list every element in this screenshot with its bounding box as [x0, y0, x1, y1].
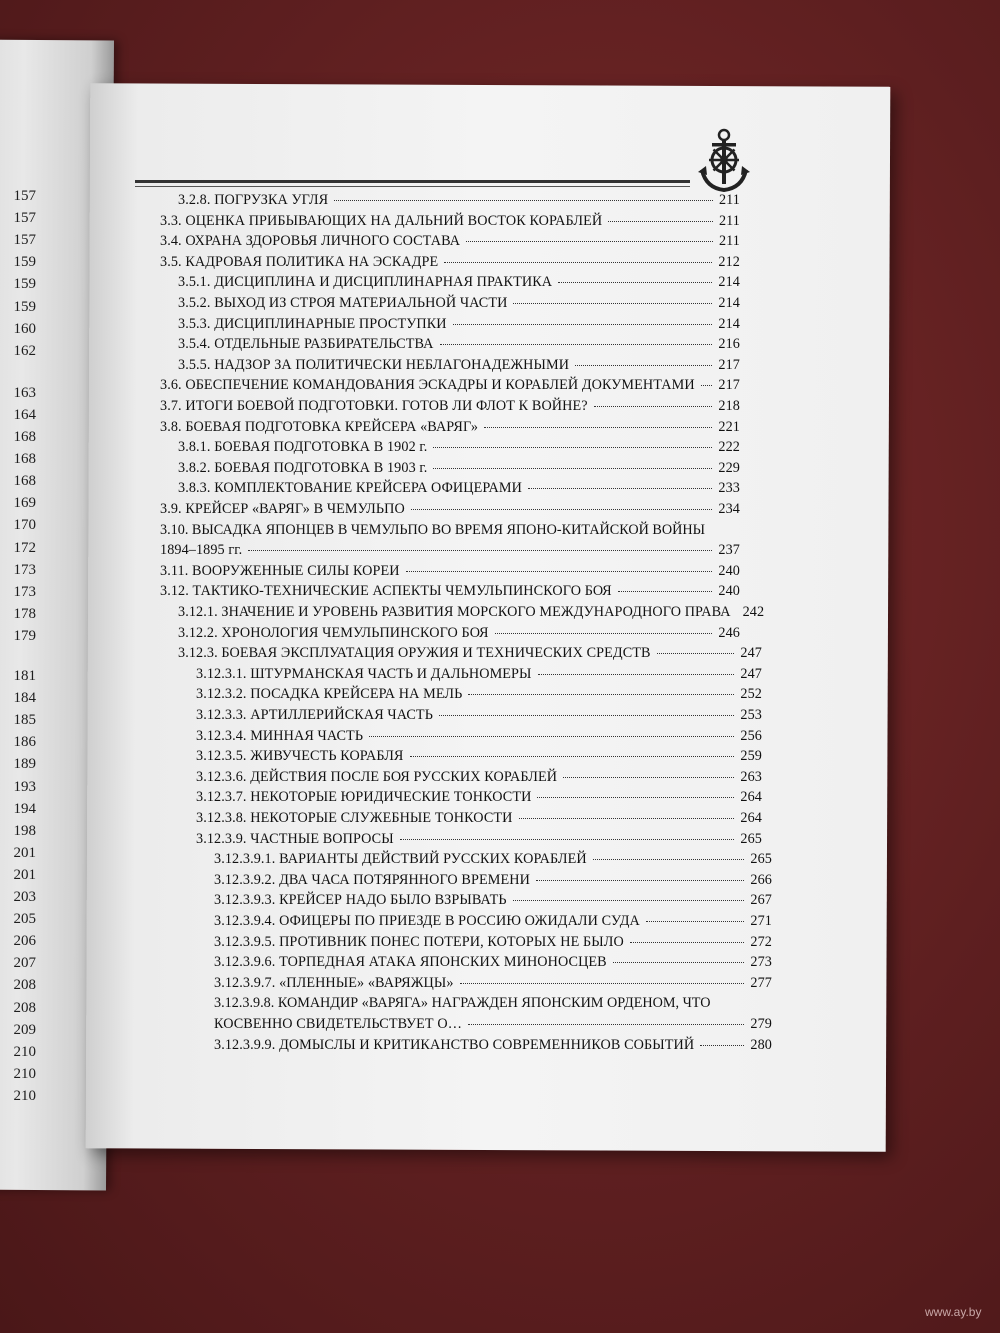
toc-entry	[160, 563, 740, 580]
toc-entry-title-text: НЕКОТОРЫЕ ЮРИДИЧЕСКИЕ ТОНКОСТИ	[250, 789, 532, 806]
toc-entry-title	[160, 419, 478, 436]
toc-entry	[214, 975, 772, 992]
toc-entry-title	[178, 316, 447, 333]
dot-leader	[701, 385, 713, 386]
toc-entry-title	[160, 398, 588, 415]
toc-entry-number: 3.12.3.9.	[196, 830, 247, 847]
dot-leader	[248, 550, 712, 551]
toc-page-number: 214	[718, 274, 740, 291]
left-page-number: 163	[13, 384, 36, 401]
toc-page-number: 214	[718, 295, 740, 311]
toc-entry-title-text: ШТУРМАНСКАЯ ЧАСТЬ И ДАЛЬНОМЕРЫ	[250, 665, 532, 682]
toc-entry-title	[196, 707, 433, 724]
toc-entry-title-text: БОЕВАЯ ЭКСПЛУАТАЦИЯ ОРУЖИЯ И ТЕХНИЧЕСКИХ СРЕДСТВ	[221, 645, 651, 662]
toc-entry	[178, 295, 740, 312]
toc-entry	[214, 851, 772, 868]
dot-leader	[369, 736, 734, 737]
toc-page-number: 265	[750, 851, 772, 868]
left-page-number: 194	[13, 800, 36, 817]
toc-entry	[214, 892, 772, 909]
toc-entry-title-text: ТАКТИКО-ТЕХНИЧЕСКИЕ АСПЕКТЫ ЧЕМУЛЬПИНСКОГО БОЯ	[192, 583, 612, 600]
toc-entry-title-text: ОБЕСПЕЧЕНИЕ КОМАНДОВАНИЯ ЭСКАДРЫ И КОРАБЛЕЙ ДОКУМЕНТАМИ	[185, 377, 695, 394]
toc-entry-title-text: ВАРИАНТЫ ДЕЙСТВИЙ РУССКИХ КОРАБЛЕЙ	[279, 851, 587, 868]
left-page-number: 209	[13, 1021, 36, 1038]
toc-page-number: 216	[718, 336, 740, 353]
toc-entry	[160, 501, 740, 518]
toc-page-number: 267	[750, 892, 772, 909]
toc-entry-number: 3.12.3.5.	[196, 748, 247, 765]
toc-entry-title-text: АРТИЛЛЕРИЙСКАЯ ЧАСТЬ	[250, 707, 433, 723]
toc-entry-title-text: ПОГРУЗКА УГЛЯ	[214, 192, 329, 208]
toc-entry	[178, 460, 740, 477]
toc-entry-title	[178, 336, 434, 353]
toc-page-number: 211	[718, 212, 740, 229]
toc-entry	[196, 686, 762, 703]
toc-entry-number: 3.5.2.	[178, 295, 211, 311]
toc-entry-title	[160, 522, 705, 539]
toc-entry-title	[214, 995, 711, 1012]
watermark: www.ay.by	[925, 1305, 982, 1319]
toc-entry-title-text: ПРОТИВНИК ПОНЕС ПОТЕРИ, КОТОРЫХ НЕ БЫЛО	[279, 933, 624, 950]
toc-entry-title-text: КАДРОВАЯ ПОЛИТИКА НА ЭСКАДРЕ	[185, 253, 439, 270]
dot-leader	[519, 818, 735, 819]
dot-leader	[630, 942, 745, 943]
toc-entry-number: 3.3.	[160, 212, 182, 229]
left-page-number: 210	[13, 1065, 36, 1082]
left-page-number: 157	[13, 210, 36, 227]
toc-entry-title	[196, 810, 513, 827]
toc-entry	[160, 233, 740, 250]
dot-leader	[608, 221, 713, 222]
toc-entry	[214, 934, 772, 951]
toc-entry-number: 3.12.3.9.7.	[214, 974, 276, 991]
toc-entry	[178, 645, 762, 662]
toc-entry-title	[214, 872, 530, 889]
toc-page-number: 233	[718, 480, 740, 497]
toc-entry-title-text: МИННАЯ ЧАСТЬ	[250, 727, 364, 744]
toc-entry-number: 3.12.3.	[178, 645, 218, 662]
toc-entry-title	[196, 789, 531, 806]
toc-entry-number: 3.10.	[160, 521, 192, 538]
left-page-number: 207	[13, 955, 36, 972]
toc-entry-title-text: КОМАНДИР «ВАРЯГА» НАГРАЖДЕН ЯПОНСКИМ ОРДЕНОМ, ЧТО	[277, 995, 711, 1012]
toc-entry	[178, 192, 740, 209]
dot-leader	[400, 839, 735, 840]
toc-page-number: 279	[750, 1016, 772, 1032]
toc-entry-title	[160, 583, 612, 600]
toc-entry-title-text: ОФИЦЕРЫ ПО ПРИЕЗДЕ В РОССИЮ ОЖИДАЛИ СУДА	[279, 913, 640, 929]
toc-entry-title	[160, 563, 400, 580]
toc-entry-number: 3.12.3.1.	[196, 665, 247, 682]
dot-leader	[528, 488, 712, 489]
left-page-number: 159	[13, 276, 36, 293]
toc-page-number: 280	[750, 1036, 772, 1053]
toc-page-number: 264	[740, 789, 762, 806]
toc-entry	[196, 789, 762, 806]
dot-leader	[466, 241, 713, 242]
toc-entry-number: 3.12.3.9.6.	[214, 954, 276, 971]
toc-entry-title	[214, 1037, 694, 1054]
toc-entry-title-text: КРЕЙСЕР «ВАРЯГ» В ЧЕМУЛЬПО	[185, 501, 405, 517]
left-page-number: 206	[13, 933, 36, 950]
left-page-number: 210	[13, 1043, 36, 1060]
toc-page-number: 247	[740, 645, 762, 662]
toc-entry-number: 3.12.3.3.	[196, 707, 247, 723]
left-page-number: 208	[13, 977, 36, 994]
toc-entry-title-text: БОЕВАЯ ПОДГОТОВКА В 1902 г.	[214, 439, 428, 456]
left-page-number: 164	[13, 406, 36, 423]
toc-page-number: 259	[740, 748, 762, 765]
toc-entry-number: 3.5.3.	[178, 315, 211, 332]
toc-entry-title-text: БОЕВАЯ ПОДГОТОВКА КРЕЙСЕРА «ВАРЯГ»	[185, 418, 479, 435]
dot-leader	[495, 633, 713, 634]
toc-page-number: 217	[718, 356, 740, 373]
dot-leader	[334, 200, 713, 201]
toc-entry-number: 3.8.	[160, 418, 182, 435]
toc-entry-number: 3.12.3.7.	[196, 789, 247, 806]
toc-page-number: 240	[718, 583, 740, 600]
toc-entry-title	[178, 480, 522, 497]
dot-leader	[410, 756, 735, 757]
toc-page-number: 217	[718, 377, 740, 394]
toc-entry-title	[214, 892, 507, 909]
dot-leader	[594, 406, 713, 407]
left-page-number: 186	[13, 734, 36, 751]
dot-leader	[700, 1045, 744, 1046]
toc-entry	[196, 769, 762, 786]
toc-entry-title	[196, 748, 404, 765]
dot-leader	[613, 962, 745, 963]
toc-entry-title-text: ВЫХОД ИЗ СТРОЯ МАТЕРИАЛЬНОЙ ЧАСТИ	[214, 295, 508, 311]
toc-entry-title-text: ЧАСТНЫЕ ВОПРОСЫ	[250, 830, 394, 847]
dot-leader	[538, 674, 735, 675]
toc-page-number: 211	[718, 192, 740, 208]
toc-entry-number: 3.5.1.	[178, 274, 211, 291]
toc-entry-number: 3.12.	[160, 583, 189, 600]
dot-leader	[440, 344, 713, 345]
toc-page-number: 273	[750, 954, 772, 971]
toc-entry-title	[160, 213, 602, 230]
toc-entry-number: 3.5.4.	[178, 336, 211, 353]
left-page-number: 181	[13, 668, 36, 684]
dot-leader	[593, 859, 745, 860]
toc-entry-title	[214, 975, 454, 992]
toc-entry-title-text: ДВА ЧАСА ПОТЯРЯННОГО ВРЕМЕНИ	[279, 871, 530, 888]
toc-entry-number: 3.12.3.9.5.	[214, 933, 276, 950]
toc-entry-title	[196, 728, 363, 745]
toc-entry-number: 3.12.3.9.8.	[214, 995, 278, 1012]
toc-entry-number: 3.9.	[160, 501, 182, 517]
toc-entry	[178, 625, 740, 642]
toc-entry-number: 3.12.3.9.4.	[214, 913, 276, 929]
dot-leader	[563, 777, 734, 778]
toc-entry-number: 3.11.	[160, 562, 189, 579]
toc-entry-number: 3.12.3.9.9.	[214, 1036, 276, 1053]
toc-entry-number: 3.6.	[160, 377, 182, 394]
toc-page-number: 229	[718, 459, 740, 476]
toc-entry-title-text: БОЕВАЯ ПОДГОТОВКА В 1903 г.	[214, 459, 428, 476]
left-page-number: 157	[13, 232, 36, 249]
toc-entry	[196, 728, 762, 745]
toc-page-number: 222	[718, 439, 740, 456]
toc-page-number: 247	[740, 665, 762, 682]
toc-page-number: 211	[718, 233, 740, 250]
left-page-number: 172	[13, 539, 36, 556]
toc-entry-title	[196, 831, 394, 848]
left-page-number: 193	[13, 778, 36, 795]
toc-entry-title	[178, 274, 552, 291]
toc-entry-title-text: НЕКОТОРЫЕ СЛУЖЕБНЫЕ ТОНКОСТИ	[250, 810, 513, 826]
toc-entry-number: 3.12.3.9.2.	[214, 871, 276, 888]
toc-entry	[178, 336, 740, 353]
toc-entry-title-text: КОМПЛЕКТОВАНИЕ КРЕЙСЕРА ОФИЦЕРАМИ	[214, 480, 522, 497]
toc-entry	[178, 316, 740, 333]
left-page-number: 168	[13, 429, 36, 445]
dot-leader	[618, 591, 713, 592]
dot-leader	[468, 1024, 744, 1025]
toc-page-number: 240	[718, 562, 740, 579]
toc-entry	[214, 913, 772, 930]
toc-entry-number: 3.2.8.	[178, 192, 211, 208]
toc-entry-title-text: ДИСЦИПЛИНАРНЫЕ ПРОСТУПКИ	[214, 315, 447, 332]
toc-entry	[160, 419, 740, 436]
left-page-number: 173	[13, 583, 36, 600]
dot-leader	[411, 509, 713, 510]
toc-entry-title	[178, 460, 427, 477]
left-page-number: 189	[13, 756, 36, 773]
toc-entry-number: 3.12.3.2.	[196, 686, 247, 703]
left-page-number: 205	[13, 911, 36, 928]
dot-leader	[558, 282, 712, 283]
toc-page-number: 246	[718, 624, 740, 641]
toc-page-number: 212	[718, 253, 740, 270]
toc-entry	[214, 954, 772, 971]
toc-entry-title-text: ПОСАДКА КРЕЙСЕРА НА МЕЛЬ	[250, 686, 463, 703]
left-page-number: 169	[13, 495, 36, 512]
toc-entry	[178, 357, 740, 374]
toc-entry-number: 3.4.	[160, 233, 182, 250]
toc-entry	[178, 439, 740, 456]
toc-entry	[214, 1037, 772, 1054]
toc-entry-title-text: ОЦЕНКА ПРИБЫВАЮЩИХ НА ДАЛЬНИЙ ВОСТОК КОРАБЛЕЙ	[185, 212, 603, 229]
toc-entry-title	[160, 233, 460, 250]
toc-entry-number: 3.8.3.	[178, 480, 211, 497]
toc-entry-title-text: ХРОНОЛОГИЯ ЧЕМУЛЬПИНСКОГО БОЯ	[221, 624, 489, 641]
toc-entry-number: 3.5.	[160, 253, 182, 270]
toc-entry-number: 3.8.2.	[178, 459, 211, 476]
toc-page-number: 266	[750, 871, 772, 888]
dot-leader	[406, 571, 713, 572]
toc-page-number: 221	[718, 418, 740, 435]
toc-entry	[178, 480, 740, 497]
toc-entry-title	[178, 439, 427, 456]
toc-entry-title-text: ДОМЫСЛЫ И КРИТИКАНСТВО СОВРЕМЕННИКОВ СОБЫТИЙ	[279, 1036, 695, 1053]
dot-leader	[513, 303, 712, 304]
toc-entry-title	[196, 769, 557, 786]
toc-entry	[196, 707, 762, 724]
toc-entry-title	[214, 851, 587, 868]
left-page-number: 203	[13, 889, 36, 905]
left-page-number: 159	[13, 298, 36, 315]
toc-entry-title	[196, 666, 532, 683]
dot-leader	[513, 900, 745, 901]
dot-leader	[484, 427, 712, 428]
toc-entry-title-text: КРЕЙСЕР НАДО БЫЛО ВЗРЫВАТЬ	[279, 892, 507, 909]
dot-leader	[439, 715, 734, 716]
toc-entry-title-text: «ПЛЕННЫЕ» «ВАРЯЖЦЫ»	[279, 974, 454, 991]
toc-entry-continuation: КОСВЕННО СВИДЕТЕЛЬСТВУЕТ О…	[214, 1016, 462, 1032]
toc-entry-number: 3.7.	[160, 398, 182, 414]
dot-leader	[453, 324, 713, 325]
left-page-number: 178	[13, 605, 36, 622]
toc-entry-title	[178, 625, 489, 642]
dot-leader	[433, 447, 712, 448]
toc-page-number: 277	[750, 974, 772, 991]
toc-page-number: 265	[740, 830, 762, 847]
toc-entry-title	[214, 934, 624, 951]
left-page-number: 179	[13, 627, 36, 644]
toc-entry-title	[178, 357, 569, 374]
dot-leader	[537, 797, 734, 798]
left-page-number: 159	[13, 254, 36, 271]
dot-leader	[433, 468, 712, 469]
dot-leader	[460, 983, 745, 984]
toc-page-number: 234	[718, 501, 740, 517]
toc-entry-number: 3.12.1.	[178, 604, 218, 620]
toc-entry	[214, 1016, 772, 1033]
left-page-number: 168	[13, 473, 36, 490]
dot-leader	[575, 365, 712, 366]
toc-entry-title-text: ДЕЙСТВИЯ ПОСЛЕ БОЯ РУССКИХ КОРАБЛЕЙ	[250, 768, 558, 785]
toc-entry-title-text: ТОРПЕДНАЯ АТАКА ЯПОНСКИХ МИНОНОСЦЕВ	[279, 954, 607, 971]
toc-entry-title	[178, 192, 328, 209]
toc-entry	[160, 542, 740, 559]
dot-leader	[444, 262, 712, 263]
toc-entry	[160, 377, 740, 394]
toc-page-number: 271	[750, 913, 772, 929]
toc-entry-title	[196, 686, 462, 703]
toc-page-number: 237	[718, 542, 740, 559]
toc-entry-title	[214, 954, 607, 971]
toc-entry-title-text: НАДЗОР ЗА ПОЛИТИЧЕСКИ НЕБЛАГОНАДЕЖНЫМИ	[214, 356, 570, 373]
toc-entry	[178, 604, 765, 621]
toc-entry-number: 3.12.3.8.	[196, 810, 247, 826]
dot-leader	[646, 921, 745, 922]
toc-page-number: 214	[718, 315, 740, 332]
toc-entry-title-text: ВООРУЖЕННЫЕ СИЛЫ КОРЕИ	[192, 562, 400, 579]
toc-page-number: 218	[718, 398, 740, 414]
toc-page-number: 264	[740, 810, 762, 826]
toc-entry-title-text: ИТОГИ БОЕВОЙ ПОДГОТОВКИ. ГОТОВ ЛИ ФЛОТ К ВОЙНЕ?	[185, 398, 588, 414]
left-page-number: 198	[13, 822, 36, 839]
left-page-number: 170	[13, 517, 36, 534]
toc-entry-title-text: ДИСЦИПЛИНА И ДИСЦИПЛИНАРНАЯ ПРАКТИКА	[214, 274, 553, 291]
dot-leader	[536, 880, 744, 881]
toc-entry-title	[214, 913, 640, 930]
dot-leader	[468, 694, 734, 695]
dot-leader	[657, 653, 735, 654]
toc-entry	[160, 398, 740, 415]
toc-entry-number: 3.8.1.	[178, 439, 211, 456]
toc-page-number: 263	[740, 768, 762, 785]
toc-entry	[160, 583, 740, 600]
toc-entry	[160, 213, 740, 230]
toc-entry-number: 3.12.3.6.	[196, 768, 247, 785]
left-page-number: 162	[13, 342, 36, 359]
toc-page-number: 252	[740, 686, 762, 703]
toc-entry-title	[160, 254, 438, 271]
toc-entry-title-text: ЗНАЧЕНИЕ И УРОВЕНЬ РАЗВИТИЯ МОРСКОГО МЕЖДУНАРОДНОГО ПРАВА	[221, 604, 731, 620]
toc-entry	[214, 872, 772, 889]
toc-entry-title-text: ЖИВУЧЕСТЬ КОРАБЛЯ	[250, 748, 404, 765]
left-page-number: 210	[13, 1087, 36, 1104]
toc-entry-title	[178, 295, 507, 312]
toc-entry-title	[178, 645, 651, 662]
left-page-number: 201	[13, 844, 36, 861]
toc-entry-title-text: ОТДЕЛЬНЫЕ РАЗБИРАТЕЛЬСТВА	[214, 336, 434, 353]
toc-entry	[196, 666, 762, 683]
toc-page-number: 256	[740, 727, 762, 744]
toc-entry-title	[178, 604, 731, 621]
toc-entry-title	[160, 377, 695, 394]
toc-entry	[196, 831, 762, 848]
toc-entry-number: 3.12.3.9.1.	[214, 851, 276, 868]
left-page-number: 168	[13, 451, 36, 468]
left-page-number: 173	[13, 561, 36, 578]
left-page-number: 157	[13, 188, 36, 204]
toc-entry-title-text: ОХРАНА ЗДОРОВЬЯ ЛИЧНОГО СОСТАВА	[185, 233, 461, 250]
toc-entry	[196, 810, 762, 827]
toc-entry	[178, 274, 740, 291]
toc-entry-number: 3.12.3.4.	[196, 727, 247, 744]
toc-entry-number: 3.12.3.9.3.	[214, 892, 276, 909]
toc-entry-number: 3.5.5.	[178, 356, 211, 373]
toc-entry-title-text: ВЫСАДКА ЯПОНЦЕВ В ЧЕМУЛЬПО ВО ВРЕМЯ ЯПОНО-КИТАЙСКОЙ ВОЙНЫ	[191, 521, 705, 538]
left-page-number: 185	[13, 712, 36, 729]
toc-entry-number: 3.12.2.	[178, 624, 218, 641]
toc-page-number: 242	[742, 604, 765, 620]
left-page-number: 184	[13, 690, 36, 707]
toc-entry	[160, 254, 740, 271]
toc-entry-title	[160, 501, 405, 518]
toc-page-number: 253	[740, 707, 762, 723]
left-page-number: 208	[13, 999, 36, 1016]
toc-page-number: 272	[750, 933, 772, 950]
toc-entry-continuation: 1894–1895 гг.	[160, 542, 243, 559]
toc-entry	[196, 748, 762, 765]
left-page-number: 201	[13, 866, 36, 883]
left-page-number: 160	[13, 320, 36, 337]
